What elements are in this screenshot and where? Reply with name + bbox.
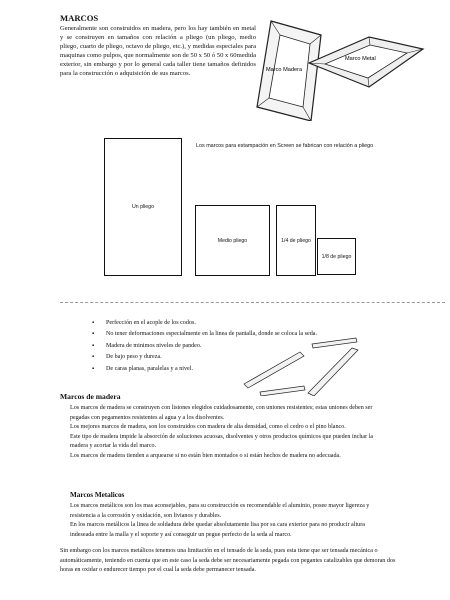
frame-piece: [312, 338, 357, 348]
metal-frame-drawing: [309, 37, 423, 87]
metalicos-text-continued: [60, 547, 400, 576]
paragraph: Los marcos de madera tienden a arquearse si no están bien montados o si están hechos de madera no adecuada.: [70, 452, 341, 459]
intro-paragraph: Generalmente son construidos en madera, pero los hay también en metal y se construyen en tamaños con relación a pliego (un pliego, medio pliego, cuarto de pliego, octavo de pliego, etc.), y medidas especiales para maquinas como pulpos, que normalmente son de 50 x 50 ó 50 x 60medida exterior, sin embargo y por lo general cada taller tiene tamaños definidos para la construcción o adquisición de sus marcos.: [60, 25, 256, 78]
paragraph: Los marcos de madera se construyen con listones elegidos cuidadosamente, con uniones resistentes; estas uniones deben ser pegadas con pegamentos resistentes al agua y a los disolventes.: [70, 405, 373, 421]
frame-piece: [244, 352, 304, 388]
box-medio-pliego: Medio pliego: [195, 205, 270, 276]
section-title: MARCOS: [60, 13, 99, 23]
metalicos-text: [70, 502, 390, 540]
paragraph: Los marcos metálicos son los mas aconsejables, para su construcción es recomendable el aluminio, posee mayor ligereza y resistencia a la corrosión y oxidación, son livianos y durables.: [70, 503, 370, 519]
list-item: ▪ Madera de minimos niveles de pandeo.: [92, 341, 362, 352]
madera-text: [70, 404, 380, 462]
box-un-pliego: Un pliego: [104, 138, 182, 276]
paragraph: Este tipo de madera impide la absorción de soluciones acuosas, disolventes y otros productos químicos que pueden inchar la madera y acortar la vida del marco.: [70, 433, 374, 450]
list-item: ▪ De caras planas, paralelas y a nivel.: [92, 364, 362, 375]
list-item: ▪ De bajo peso y dureza.: [92, 352, 362, 363]
paragraph: En los marcos metálicos la linea de soldadura debe quedar absolutamente lisa por su cara exterior para no producir altura indeseada entre la malla y el soporte y así conseguir un pegue perfecto de la seda al marco.: [70, 522, 365, 538]
heading-marcos-metalicos: Marcos Metalicos: [70, 491, 125, 499]
paragraph: Los mejores marcos de madera, son los construidos con madera de alta densidad, como el cedro o el pino blanco.: [70, 424, 346, 431]
label-marco-madera: Marco Madera: [266, 67, 303, 73]
frames-illustration: [253, 15, 425, 121]
box-octavo-pliego: 1/8 de pliego: [317, 238, 356, 275]
paragraph: Sin embargo con los marcos metálicos tenemos una limitación en el tensado de la seda, pues esta tiene que ser tensada mecánica o automáticamente, teniendo en cuenta que en este caso la seda debe ser necesariamente pegada con pegantes catalizables que demoran dos horas en oxidar o endurecer tiempo por el cual la seda debe permanecer tensada.: [60, 548, 396, 574]
box-cuarto-pliego: 1/4 de pliego: [276, 205, 316, 276]
list-item: ▪ No tener deformaciones especialmente en la linea de pantalla, donde se coloca la seda.: [92, 329, 362, 340]
label-marco-metal: Marco Metal: [345, 56, 376, 62]
frame-piece: [308, 348, 358, 396]
sizes-caption: Los marcos para estampación en Screen se fabrican con relación a pliego: [196, 143, 374, 149]
section-divider: [60, 302, 445, 303]
frame-pieces-illustration: [240, 330, 368, 396]
list-item: ▪ Perfección en el acople de los codos.: [92, 318, 362, 329]
frame-piece: [260, 386, 305, 396]
heading-marcos-madera: Marcos de madera: [60, 392, 121, 401]
